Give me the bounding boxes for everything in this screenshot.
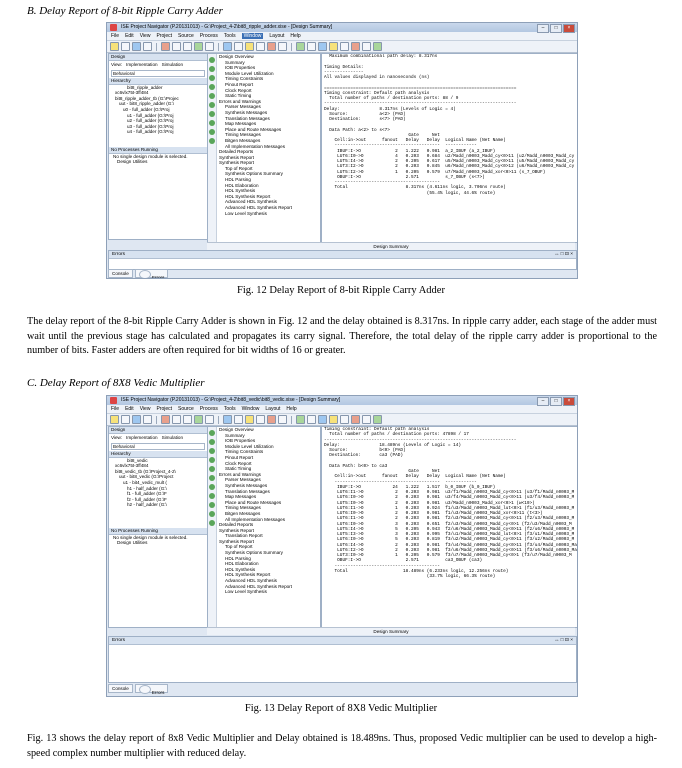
toolbar-button-icon[interactable] <box>110 42 119 51</box>
report-line: ------------------------------------------------------------------------- <box>324 437 517 443</box>
report-line: LUT6:I1->O 2 0.203 0.981 u3/f1/Madd_n0003_Madd_cy<0>11 (u3/f1/Madd_n0003_M <box>324 490 575 495</box>
toolbar-button-icon[interactable] <box>245 42 254 51</box>
report-line: Timing constraint: Default path analysis <box>324 427 430 432</box>
hierarchy-tree <box>109 458 207 528</box>
summary-list-item[interactable]: Bitgen Messages <box>225 137 261 143</box>
toolbar-button-icon[interactable] <box>183 42 192 51</box>
toolbar-button-icon[interactable] <box>267 415 276 424</box>
toolbar-button-icon[interactable] <box>256 42 265 51</box>
tree-item[interactable]: h1 - half_adder (G:\ <box>127 485 167 491</box>
minimize-button[interactable]: – <box>537 24 549 33</box>
paragraph-2: Fig. 13 shows the delay report of 8x8 Vedic Multiplier and Delay obtained is 18.489ns. Thus, proposed Vedic multiplier can be used to develop a high-speed complex number multiplier with reduced delay. <box>27 733 657 759</box>
toolbar-separator <box>156 43 157 51</box>
tree-item[interactable]: bit8_vedic_tb (G:\Project_4-2\ <box>115 468 176 474</box>
report-line: LUT6:I0->O 5 0.203 0.819 f3/u2/Madd_n0003_Madd_cy<0>11 (f3/u2/Madd_n0003_M <box>324 537 575 543</box>
toolbar-button-icon[interactable] <box>362 415 371 424</box>
report-line: Destination: ca3 (PAD) <box>324 453 404 459</box>
report-line: Delay: 8.317ns (Levels of Logic = 4) <box>324 106 456 112</box>
toolbar-button-icon[interactable] <box>223 42 232 51</box>
bottom-tab-label: Errors <box>151 275 165 279</box>
toolbar-button-icon[interactable] <box>132 415 141 424</box>
summary-list-item[interactable]: Design Overview <box>219 54 254 59</box>
report-line: Timing Details: <box>324 64 364 70</box>
bottom-tab-console[interactable] <box>108 269 133 278</box>
menu-item-project[interactable]: Project <box>156 406 172 412</box>
summary-list-item[interactable]: Parser Messages <box>225 477 261 483</box>
summary-list-item[interactable]: Timing Messages <box>225 132 261 138</box>
summary-list-item[interactable]: IOB Properties <box>225 65 256 71</box>
summary-list-item[interactable]: Detailed Reports <box>219 522 254 528</box>
summary-list-item[interactable]: Place and Route Messages <box>225 126 282 132</box>
toolbar-button-icon[interactable] <box>307 415 316 424</box>
report-line: LUT3:I0->O 1 0.205 0.579 f3/u7/Madd_n0003_Madd_cy<0>1 (f3/u7/Madd_n0003_M <box>324 553 572 558</box>
toolbar-separator <box>218 43 219 51</box>
summary-list-item[interactable]: Synthesis Messages <box>225 109 268 115</box>
menu-item-process[interactable]: Process <box>199 33 218 39</box>
errors-label: Errors <box>112 252 126 257</box>
toolbar-button-icon[interactable] <box>132 42 141 51</box>
report-line: (33.7% logic, 66.3% route) <box>324 574 496 579</box>
tree-item[interactable]: u3 - full_adder (G:\Proj <box>127 123 174 129</box>
summary-list-item[interactable]: Translation Report <box>225 533 263 539</box>
report-line: Total 18.489ns (6.233ns logic, 12.256ns route) <box>324 568 509 574</box>
summary-list-item[interactable]: Synthesis Report <box>219 538 254 544</box>
paragraph-1: The delay report of the 8-bit Ripple Carry Adder is shown in Fig. 12 and the delay obtained is 8.317ns. In ripple carry adder, each stage of the adder must wait until the previous stage has calculated and propagates its carry signal. Therefore, the total delay of the ripple carry adder is proportional to the number of bits. Faster adders are often required for bit widths of 16 or greater. <box>27 316 657 356</box>
summary-list-item[interactable]: Synthesis Report <box>219 527 254 533</box>
toolbar-button-icon[interactable] <box>121 415 130 424</box>
summary-list-item[interactable]: Parser Messages <box>225 104 261 110</box>
process-status-icons <box>208 427 217 627</box>
ise-app-icon <box>110 24 117 31</box>
tree-item[interactable]: u2 - full_adder (G:\Proj <box>127 118 174 124</box>
fig12-summary-list-panel <box>207 53 321 243</box>
report-line: Data Path: a<2> to s<7> <box>324 127 390 133</box>
fig12-menubar <box>107 32 577 41</box>
summary-list-item[interactable]: Pinout Report <box>225 454 254 460</box>
tree-item[interactable]: bit8_vedic <box>127 457 148 463</box>
design-utilities-item[interactable]: Design Utilities <box>117 540 148 546</box>
design-panel-header: Design <box>109 54 207 61</box>
tree-item[interactable]: u1 - full_adder (G:\Proj <box>127 112 174 118</box>
summary-list-item[interactable]: Design Overview <box>219 427 254 432</box>
report-line: Timing constraint: Default path analysis <box>324 90 430 96</box>
maximize-button[interactable]: □ <box>550 24 562 33</box>
toolbar-button-icon[interactable] <box>373 415 382 424</box>
bottom-tab-console[interactable] <box>108 684 133 693</box>
report-line: Source: a<2> (PAD) <box>324 111 406 117</box>
toolbar-button-icon[interactable] <box>340 415 349 424</box>
report-line: (55.4% logic, 44.6% route) <box>324 190 496 196</box>
summary-list-item[interactable]: Map Messages <box>225 121 257 127</box>
summary-list-item[interactable]: Bitgen Messages <box>225 510 261 516</box>
menu-item-tools[interactable]: Tools <box>223 406 236 412</box>
fig12-errors-panel <box>108 250 577 270</box>
section-c-heading: C. Delay Report of 8X8 Vedic Multiplier <box>27 377 205 389</box>
toolbar-button-icon[interactable] <box>183 415 192 424</box>
module-message: No single design module is selected. <box>113 153 188 159</box>
summary-list-item[interactable]: HDL Parsing <box>225 177 251 183</box>
bottom-tab-label: Console <box>112 271 129 276</box>
view-label: View: <box>111 62 123 67</box>
summary-list-item[interactable]: Pinout Report <box>225 81 254 87</box>
report-line: Source: b<0> (PAD) <box>324 448 406 453</box>
errors-header: Errors ↔ □ ⊡ × <box>109 251 576 259</box>
summary-list-item[interactable]: Timing Messages <box>225 505 261 511</box>
summary-list-item[interactable]: All Implementation Messages <box>225 516 286 522</box>
fig12-toolbar <box>107 41 577 53</box>
summary-list-item[interactable]: Static Timing <box>225 466 252 472</box>
toolbar-button-icon[interactable] <box>362 42 371 51</box>
report-line: Total number of paths / destination ports: 47898 / 17 <box>324 432 469 438</box>
toolbar-button-icon[interactable] <box>256 415 265 424</box>
report-line: ---------------------------------------- <box>324 180 440 185</box>
summary-list-item[interactable]: Top of Report <box>225 165 253 171</box>
toolbar-button-icon[interactable] <box>161 415 170 424</box>
summary-list-item[interactable]: Translation Messages <box>225 115 270 121</box>
section-b-heading: B. Delay Report of 8-bit Ripple Carry Adder <box>27 5 223 17</box>
toolbar-separator <box>291 416 292 424</box>
fig13-timing-report <box>321 426 578 628</box>
report-line: LUT5:I2->O 1 0.205 0.579 u7/Madd_n0003_Madd_xor<0>11 (s_7_OBUF) <box>324 169 546 175</box>
implementation-radio[interactable]: Implementation <box>126 62 158 67</box>
toolbar-button-icon[interactable] <box>161 42 170 51</box>
tree-item[interactable]: f1 - full_adder (G:\F <box>127 491 167 497</box>
fig13-bottom-tabs <box>108 684 168 693</box>
hierarchy-header: Hierarchy <box>109 451 207 458</box>
fig12-window <box>106 22 578 279</box>
report-line: LUT6:I1->O 1 0.203 0.924 f1/u3/Madd_n0003_Madd_lut<0>1 (f1/u3/Madd_n0003_M <box>324 505 575 511</box>
menu-item-layout[interactable]: Layout <box>265 406 281 412</box>
errors-header: Errors ↔ □ ⊡ × <box>109 637 576 645</box>
fig13-summary-list-panel <box>207 426 321 628</box>
toolbar-button-icon[interactable] <box>278 415 287 424</box>
fig13-errors-panel <box>108 636 577 683</box>
toolbar-button-icon[interactable] <box>223 415 232 424</box>
report-line: ---------------------------------------- ------------ <box>324 479 477 485</box>
toolbar-button-icon[interactable] <box>234 42 243 51</box>
tree-item[interactable]: u1 - bit4_vedic_mult ( <box>123 479 167 485</box>
summary-list-item[interactable]: Translation Messages <box>225 488 270 494</box>
report-line: LUT6:I0->O 3 0.203 0.651 f2/u3/Madd_n0003_Madd_cy<0>1 (f2/u3/Madd_n0003_M <box>324 521 572 527</box>
summary-list-item[interactable]: Advanced HDL Synthesis <box>225 199 277 205</box>
fig12-design-summary-tab[interactable]: Design Summary <box>207 242 575 250</box>
fig13-design-panel <box>108 426 208 628</box>
summary-list-item[interactable]: Place and Route Messages <box>225 499 282 505</box>
toolbar-button-icon[interactable] <box>143 415 152 424</box>
menu-item-view[interactable]: View <box>139 33 151 39</box>
report-line: LUT3:I2->O 2 0.203 0.845 u6/Madd_n0003_Madd_cy<0>12 (u6/Madd_n0003_Madd_cy <box>324 164 575 170</box>
menu-item-window[interactable]: Window <box>241 406 260 412</box>
tree-item[interactable]: xc6vlx75t-3ff484 <box>115 90 149 96</box>
report-line: --------------- <box>324 69 364 75</box>
summary-list-item[interactable]: Low Level Synthesis <box>225 210 267 216</box>
menu-item-help[interactable]: Help <box>290 33 301 39</box>
menu-item-process[interactable]: Process <box>199 406 218 412</box>
report-line: Gate Net <box>324 132 440 138</box>
summary-list-item[interactable]: HDL Synthesis Report <box>225 193 271 199</box>
fig13-design-summary-tab[interactable]: Design Summary <box>207 627 575 635</box>
report-line: Cell:in->out fanout Delay Delay Logical Name (Net Name) <box>324 138 506 143</box>
report-line: Total number of paths / destination ports: 88 / 9 <box>324 96 459 101</box>
report-line: IBUF:I->O 2 1.222 0.981 a_2_IBUF (a_2_IBUF) <box>324 148 496 154</box>
config-select[interactable]: Behavioral <box>111 70 205 77</box>
summary-list-item[interactable]: Errors and Warnings <box>219 98 261 104</box>
summary-list-item[interactable]: Summary <box>225 59 245 65</box>
toolbar-button-icon[interactable] <box>296 42 305 51</box>
summary-list-item[interactable]: Synthesis Options Summary <box>225 550 283 556</box>
toolbar-button-icon[interactable] <box>172 415 181 424</box>
tree-item[interactable]: bit8_ripple_adder_tb (G:\Projec <box>115 95 179 101</box>
menu-item-edit[interactable]: Edit <box>125 33 134 39</box>
fig12-timing-report <box>321 53 578 243</box>
processes-status: No Processes Running <box>109 147 207 154</box>
simulation-radio[interactable]: Simulation <box>161 62 184 67</box>
report-line: Destination: s<7> (PAD) <box>324 117 406 122</box>
toolbar-button-icon[interactable] <box>245 415 254 424</box>
toolbar-button-icon[interactable] <box>329 415 338 424</box>
fig13-window-title: ISE Project Navigator (P.20131013) - G:\Project_4-2\bit8_vedic\bit8_vedic.xise - [Design Summary] <box>121 397 341 403</box>
minimize-button[interactable]: – <box>537 397 549 406</box>
toolbar-button-icon[interactable] <box>172 42 181 51</box>
toolbar-button-icon[interactable] <box>318 415 327 424</box>
bottom-tab-label: Errors <box>151 690 165 695</box>
summary-list-item[interactable]: Low Level Synthesis <box>225 589 267 595</box>
report-line: LUT6:I2->O 2 0.203 0.981 f3/u6/Madd_n0003_Madd_cy<0>11 (f3/u6/Madd_n0003_Ma <box>324 547 577 553</box>
summary-list-item[interactable]: Errors and Warnings <box>219 471 261 477</box>
report-line: Gate Net <box>324 469 440 474</box>
report-line: LUT6:I0->O 2 0.203 0.981 u3/f4/Madd_n0003_Madd_cy<0>11 (u3/f4/Madd_n0003_M <box>324 495 575 501</box>
menu-item-help[interactable]: Help <box>286 406 297 412</box>
toolbar-button-icon[interactable] <box>205 42 214 51</box>
tree-item[interactable]: uut - bit8_vedic (G:\Project <box>119 474 174 480</box>
summary-list-item[interactable]: Advanced HDL Synthesis Report <box>225 583 292 589</box>
bottom-tab-label: Console <box>112 686 129 691</box>
fig13-menubar <box>107 405 577 414</box>
summary-list-item[interactable]: Static Timing <box>225 93 252 99</box>
menu-item-tools[interactable]: Tools <box>223 33 236 39</box>
fig13-window <box>106 395 578 697</box>
view-label: View: <box>111 435 123 440</box>
toolbar-button-icon[interactable] <box>110 415 119 424</box>
fig12-window-title: ISE Project Navigator (P.20131013) - G:\Project_4-2\bit8_ripple_adder.xise - [Design Summary] <box>121 24 333 30</box>
report-line: IBUF:I->O 24 1.222 1.517 b_0_IBUF (b_0_IBUF) <box>324 484 496 490</box>
toolbar-button-icon[interactable] <box>329 42 338 51</box>
report-line: All values displayed in nanoseconds (ns) <box>324 75 430 80</box>
report-line: OBUF:I->O 2.571 ca3_OBUF (ca3) <box>324 558 483 564</box>
ise-app-icon <box>110 397 117 404</box>
toolbar-button-icon[interactable] <box>340 42 349 51</box>
menu-item-view[interactable]: View <box>139 406 151 412</box>
fig12-bottom-tabs <box>108 269 168 278</box>
menu-item-file[interactable]: File <box>111 406 120 412</box>
tree-item[interactable]: uut - bit8_ripple_adder (G:\ <box>119 101 174 107</box>
report-line: Total 8.317ns (4.611ns logic, 3.706ns route) <box>324 185 506 191</box>
errors-label: Errors <box>112 638 126 643</box>
report-line: LUT5:I4->O 2 0.205 0.617 u5/Madd_n0003_Madd_cy<0>11 (u5/Madd_n0003_Madd_cy <box>324 159 575 164</box>
window-controls <box>537 24 575 33</box>
bottom-tab-errors[interactable] <box>135 684 169 693</box>
toolbar-button-icon[interactable] <box>307 42 316 51</box>
report-line: LUT6:I4->O 2 0.203 0.981 f3/u4/Madd_n0003_Madd_cy<0>11 (f3/u4/Madd_n0003_Ma <box>324 542 577 548</box>
tree-item[interactable]: u4 - full_adder (G:\Proj <box>127 129 174 135</box>
menu-item-project[interactable]: Project <box>156 33 172 39</box>
toolbar-button-icon[interactable] <box>373 42 382 51</box>
summary-list-item[interactable]: Module Level Utilization <box>225 443 274 449</box>
simulation-radio[interactable]: Simulation <box>161 435 184 440</box>
maximize-button[interactable]: □ <box>550 397 562 406</box>
implementation-radio[interactable]: Implementation <box>126 435 158 440</box>
report-line: LUT6:I1->O 2 0.203 0.981 f2/u3/Madd_n0003_Madd_cy<0>11 (f2/u3/Madd_n0003_M <box>324 516 575 522</box>
toolbar-button-icon[interactable] <box>296 415 305 424</box>
window-controls <box>537 397 575 406</box>
fig12-titlebar <box>107 23 577 32</box>
summary-list-item[interactable]: IOB Properties <box>225 438 256 444</box>
tree-item[interactable]: h2 - half_adder (G:\ <box>127 502 167 508</box>
menu-item-file[interactable]: File <box>111 33 120 39</box>
toolbar-button-icon[interactable] <box>351 42 360 51</box>
fig13-titlebar <box>107 396 577 405</box>
close-button[interactable]: × <box>563 397 575 406</box>
design-panel-header: Design <box>109 427 207 434</box>
tree-item[interactable]: bit8_ripple_adder <box>127 84 163 90</box>
summary-list-item[interactable]: HDL Elaboration <box>225 182 259 188</box>
error-icon <box>139 685 151 694</box>
report-line: LUT5:I0->O 2 0.203 0.981 u3/Madd_n0003_Madd_xor<0>1 (w<19>) <box>324 500 535 506</box>
tree-item[interactable]: xc6vlx75t-3ff484 <box>115 463 149 469</box>
summary-list-item[interactable]: Map Messages <box>225 494 257 500</box>
report-line: Maximum combinational path delay: 8.317ns <box>324 54 438 59</box>
tree-item[interactable]: u0 - full_adder (G:\Proj <box>123 106 170 112</box>
processes-status: No Processes Running <box>109 528 207 535</box>
toolbar-separator <box>291 43 292 51</box>
summary-list-item[interactable]: Synthesis Report <box>219 154 254 160</box>
menu-item-edit[interactable]: Edit <box>125 406 134 412</box>
summary-list-item[interactable]: HDL Synthesis Report <box>225 572 271 578</box>
tree-item[interactable]: f2 - full_adder (G:\F <box>127 496 167 502</box>
menu-item-source[interactable]: Source <box>178 406 194 412</box>
toolbar-button-icon[interactable] <box>267 42 276 51</box>
toolbar-button-icon[interactable] <box>278 42 287 51</box>
report-line: OBUF:I->O 2.571 s_7_OBUF (s<7>) <box>324 174 485 180</box>
menu-item-window[interactable]: Window <box>243 33 262 39</box>
module-message: No single design module is selected. <box>113 534 188 540</box>
fig13-caption: Fig. 13 Delay Report of 8X8 Vedic Multiplier <box>244 703 438 714</box>
summary-list-item[interactable]: Timing Constraints <box>225 449 264 455</box>
report-line: LUT5:I3->O 3 0.203 0.995 f3/u1/Madd_n0003_Madd_lut<0>1 (f3/u1/Madd_n0003_M <box>324 532 575 537</box>
design-utilities-item[interactable]: Design Utilities <box>117 159 148 165</box>
toolbar-button-icon[interactable] <box>205 415 214 424</box>
summary-list-item[interactable]: Advanced HDL Synthesis Report <box>225 205 292 211</box>
menu-item-source[interactable]: Source <box>178 33 194 39</box>
summary-list-item[interactable]: Clock Report <box>225 87 252 93</box>
toolbar-button-icon[interactable] <box>351 415 360 424</box>
summary-list-item[interactable]: HDL Synthesis <box>225 188 256 194</box>
fig12-design-panel <box>108 53 208 240</box>
toolbar-button-icon[interactable] <box>194 415 203 424</box>
report-line: LUT6:I0->O 2 0.203 0.981 f1/u3/Madd_n0003_Madd_xor<0>11 (t<3>) <box>324 511 543 516</box>
toolbar-button-icon[interactable] <box>234 415 243 424</box>
report-line: ---------------------------------------- ------------ <box>324 143 477 149</box>
toolbar-separator <box>156 416 157 424</box>
config-select[interactable]: Behavioral <box>111 443 205 450</box>
report-line: ------------------------------------------------------------------------- <box>324 101 517 107</box>
toolbar-button-icon[interactable] <box>143 42 152 51</box>
menu-item-layout[interactable]: Layout <box>269 33 285 39</box>
summary-list-item[interactable]: Module Level Utilization <box>225 70 274 76</box>
summary-list-item[interactable]: Top of Report <box>225 544 253 550</box>
toolbar-button-icon[interactable] <box>121 42 130 51</box>
error-icon <box>139 270 151 279</box>
summary-list-item[interactable]: Synthesis Report <box>219 160 254 166</box>
toolbar-button-icon[interactable] <box>318 42 327 51</box>
summary-list-item[interactable]: HDL Parsing <box>225 555 251 561</box>
process-status-icons <box>208 54 217 242</box>
hierarchy-header: Hierarchy <box>109 78 207 85</box>
summary-list-item[interactable]: All Implementation Messages <box>225 143 286 149</box>
report-line: LUT5:I4->O 5 0.205 0.943 f2/u6/Madd_n0003_Madd_cy<0>11 (f2/u6/Madd_n0003_M <box>324 526 575 532</box>
report-line: ========================================================================= <box>324 85 517 91</box>
report-line: ---------------------------------------- <box>324 563 440 569</box>
bottom-tab-errors[interactable] <box>135 269 169 278</box>
report-line: Data Path: b<0> to ca3 <box>324 463 388 469</box>
report-line: Delay: 18.489ns (Levels of Logic = 14) <box>324 442 462 448</box>
summary-list-item[interactable]: Synthesis Options Summary <box>225 171 283 177</box>
close-button[interactable]: × <box>563 24 575 33</box>
summary-list-item[interactable]: Clock Report <box>225 460 252 466</box>
view-mode-bar <box>109 61 207 69</box>
summary-list-item[interactable]: Synthesis Messages <box>225 482 268 488</box>
summary-list-item[interactable]: HDL Synthesis <box>225 566 256 572</box>
fig13-toolbar <box>107 414 577 426</box>
summary-list-item[interactable]: Summary <box>225 432 245 438</box>
report-line: LUT6:I0->O 4 0.203 0.684 u2/Madd_n0003_Madd_cy<0>11 (u2/Madd_n0003_Madd_cy <box>324 153 575 159</box>
summary-list-item[interactable]: Timing Constraints <box>225 76 264 82</box>
summary-list-item[interactable]: Detailed Reports <box>219 149 254 155</box>
view-mode-bar <box>109 434 207 442</box>
summary-list-item[interactable]: HDL Elaboration <box>225 561 259 567</box>
toolbar-separator <box>218 416 219 424</box>
fig12-caption: Fig. 12 Delay Report of 8-bit Ripple Carry Adder <box>237 285 445 296</box>
toolbar-button-icon[interactable] <box>194 42 203 51</box>
summary-list-item[interactable]: Advanced HDL Synthesis <box>225 578 277 584</box>
report-line: Cell:in->out fanout Delay Delay Logical Name (Net Name) <box>324 474 506 480</box>
hierarchy-tree <box>109 85 207 147</box>
